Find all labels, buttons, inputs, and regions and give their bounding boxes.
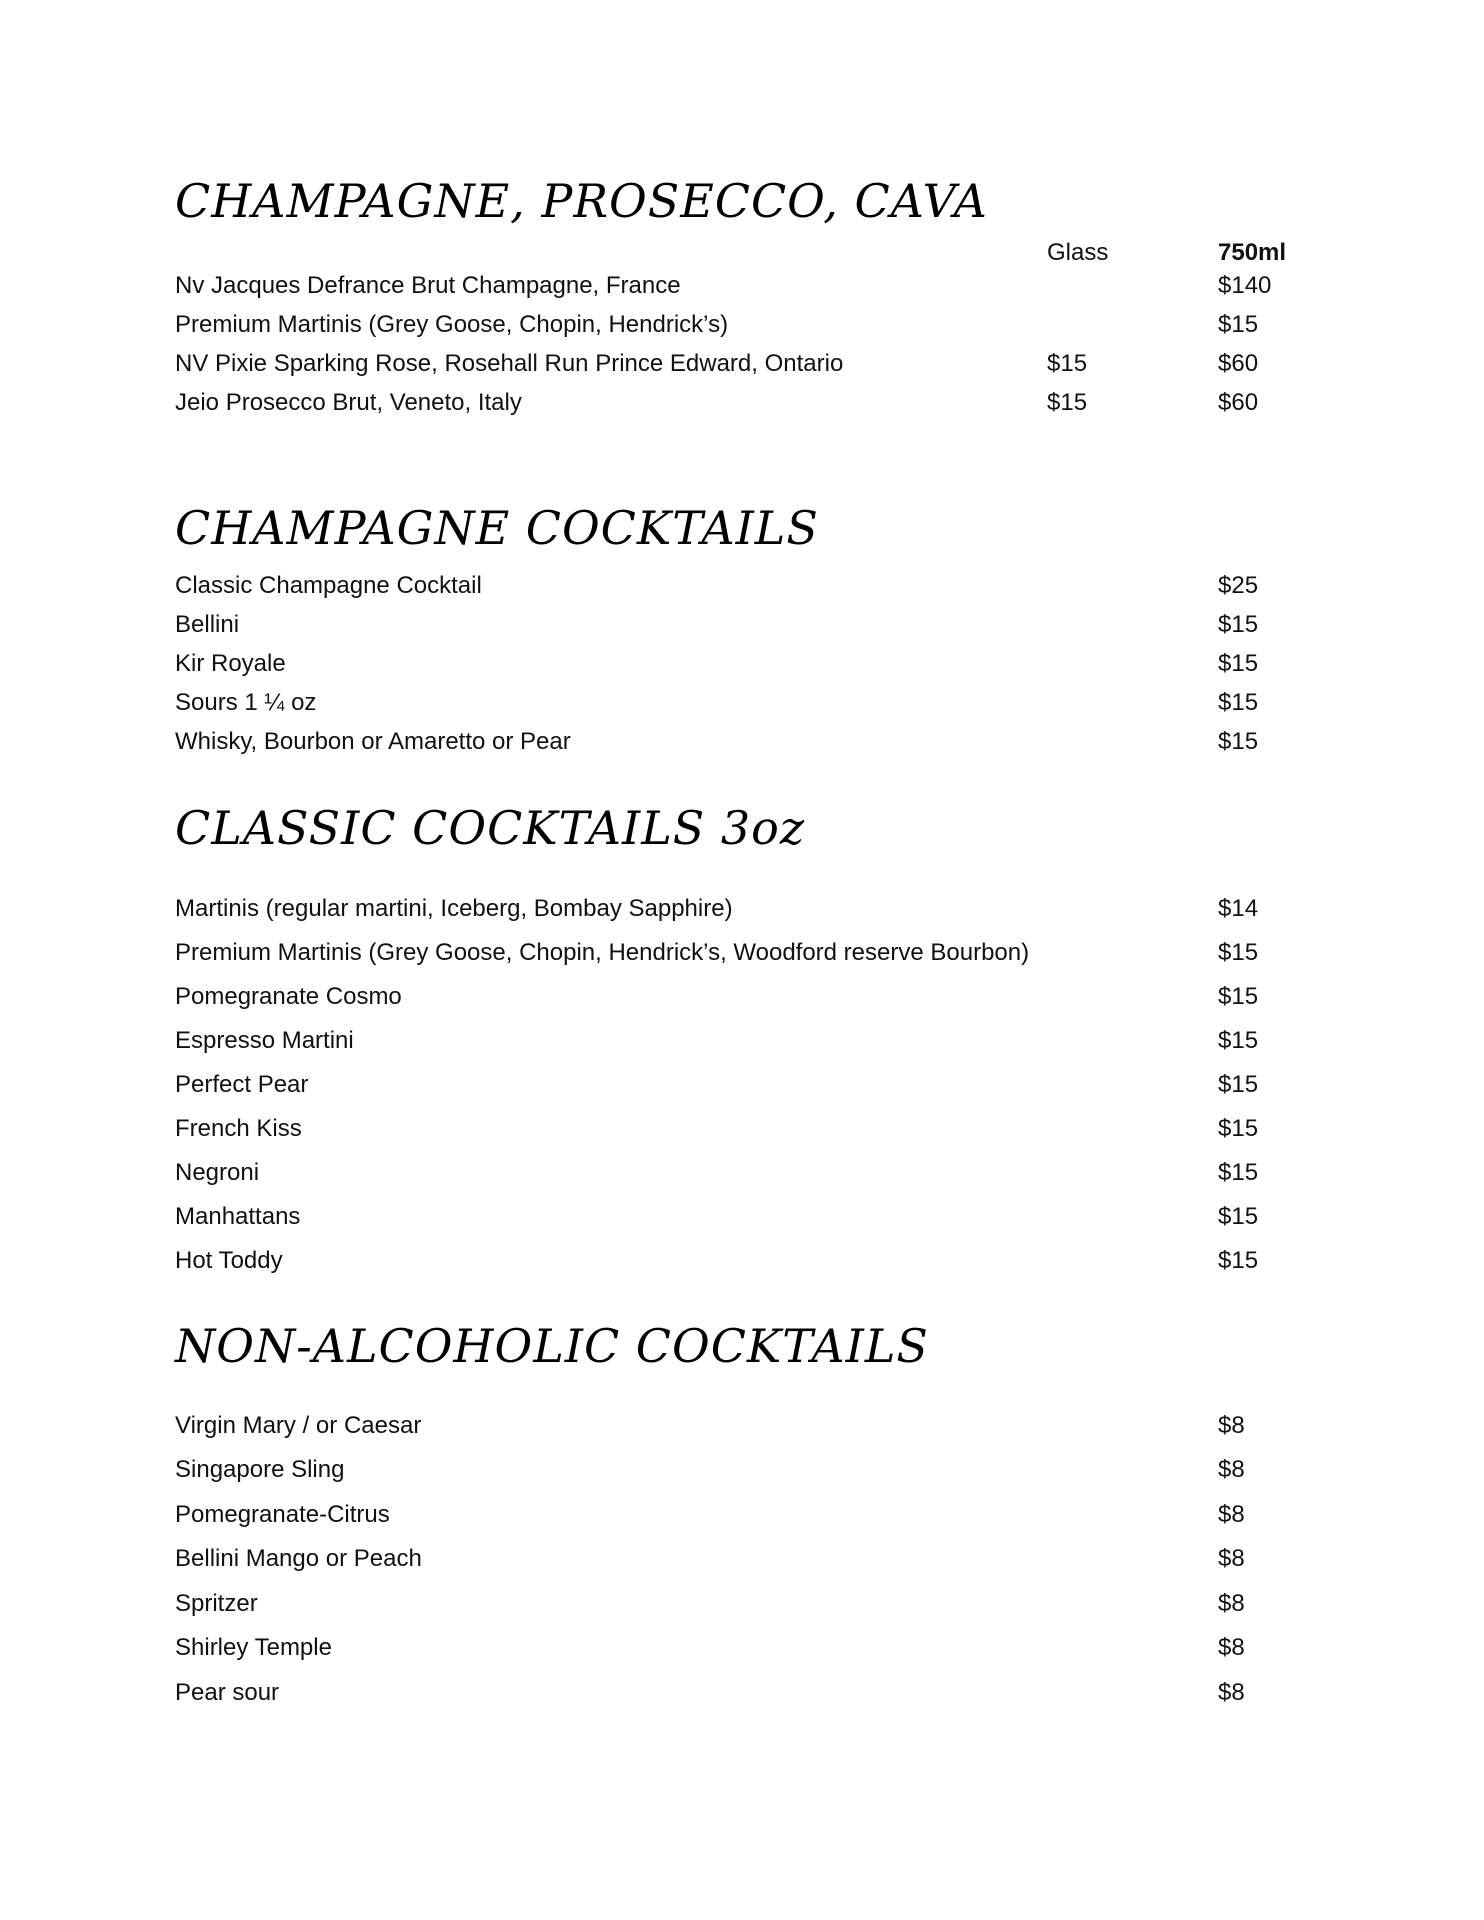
item-name: Singapore Sling	[175, 1456, 345, 1483]
item-name: Sours 1 ¼ oz	[175, 689, 317, 716]
item-price: $25	[1218, 572, 1259, 599]
menu-item	[175, 1677, 1309, 1709]
menu-item	[175, 1543, 1309, 1575]
item-price: $15	[1218, 1247, 1259, 1274]
menu-item	[175, 687, 1309, 719]
item-name: Bellini Mango or Peach	[175, 1545, 422, 1572]
item-price: $15	[1218, 311, 1259, 338]
item-name: Pear sour	[175, 1679, 280, 1706]
item-price: $15	[1218, 650, 1259, 677]
item-price: $14	[1218, 895, 1259, 922]
menu-item	[175, 1499, 1309, 1531]
section-title-non-alcoholic-cocktails: NON-ALCOHOLIC COCKTAILS	[175, 1319, 929, 1373]
section-title-champagne-cocktails: CHAMPAGNE COCKTAILS	[175, 501, 819, 555]
item-price: $8	[1218, 1679, 1245, 1706]
menu-item	[175, 570, 1309, 602]
item-price: $8	[1218, 1501, 1245, 1528]
menu-item	[175, 387, 1309, 419]
item-price: $140	[1218, 272, 1272, 299]
item-price: $60	[1218, 389, 1259, 416]
menu-item	[175, 1113, 1309, 1145]
menu-item	[175, 1157, 1309, 1189]
item-name: French Kiss	[175, 1115, 302, 1142]
menu-item	[175, 1588, 1309, 1620]
item-name: Premium Martinis (Grey Goose, Chopin, Hendrick’s)	[175, 311, 729, 338]
menu-item	[175, 937, 1309, 969]
item-price: $8	[1218, 1634, 1245, 1661]
item-name: Perfect Pear	[175, 1071, 309, 1098]
item-name: Premium Martinis (Grey Goose, Chopin, Hendrick’s, Woodford reserve Bourbon)	[175, 939, 1030, 966]
item-name: Nv Jacques Defrance Brut Champagne, France	[175, 272, 681, 299]
section-title-classic-cocktails: CLASSIC COCKTAILS 3oz	[175, 801, 806, 855]
menu-item	[175, 1025, 1309, 1057]
menu-item	[175, 609, 1309, 641]
item-glass-price: $15	[1047, 389, 1088, 416]
item-price: $15	[1218, 728, 1259, 755]
item-name: Espresso Martini	[175, 1027, 354, 1054]
item-price: $8	[1218, 1590, 1245, 1617]
menu-item	[175, 348, 1309, 380]
item-price: $15	[1218, 1203, 1259, 1230]
menu-item	[175, 648, 1309, 680]
item-price: $15	[1218, 1159, 1259, 1186]
menu-item	[175, 270, 1309, 302]
item-name: Spritzer	[175, 1590, 258, 1617]
item-price: $15	[1218, 1115, 1259, 1142]
item-name: Martinis (regular martini, Iceberg, Bombay Sapphire)	[175, 895, 733, 922]
item-name: Classic Champagne Cocktail	[175, 572, 482, 599]
menu-item	[175, 1454, 1309, 1486]
menu-item	[175, 893, 1309, 925]
item-price: $15	[1218, 1071, 1259, 1098]
item-name: Whisky, Bourbon or Amaretto or Pear	[175, 728, 571, 755]
item-price: $60	[1218, 350, 1259, 377]
menu-item	[175, 1410, 1309, 1442]
item-price: $15	[1218, 939, 1259, 966]
item-name: Hot Toddy	[175, 1247, 283, 1274]
menu-item	[175, 1201, 1309, 1233]
item-price: $15	[1218, 1027, 1259, 1054]
menu-item	[175, 309, 1309, 341]
item-price: $8	[1218, 1412, 1245, 1439]
item-name: NV Pixie Sparking Rose, Rosehall Run Prince Edward, Ontario	[175, 350, 844, 377]
section-title-champagne-prosecco-cava: CHAMPAGNE, PROSECCO, CAVA	[175, 174, 988, 228]
column-header-glass: Glass	[1047, 239, 1109, 266]
item-name: Bellini	[175, 611, 240, 638]
column-header-750ml: 750ml	[1218, 239, 1287, 266]
menu-item	[175, 1069, 1309, 1101]
item-name: Pomegranate Cosmo	[175, 983, 402, 1010]
item-name: Jeio Prosecco Brut, Veneto, Italy	[175, 389, 522, 416]
item-price: $8	[1218, 1456, 1245, 1483]
item-name: Manhattans	[175, 1203, 301, 1230]
item-name: Kir Royale	[175, 650, 286, 677]
item-price: $15	[1218, 689, 1259, 716]
item-name: Virgin Mary / or Caesar	[175, 1412, 422, 1439]
menu-item	[175, 726, 1309, 758]
item-name: Pomegranate-Citrus	[175, 1501, 390, 1528]
menu-item	[175, 1632, 1309, 1664]
menu-item	[175, 1245, 1309, 1277]
menu-item	[175, 981, 1309, 1013]
item-price: $15	[1218, 983, 1259, 1010]
item-name: Shirley Temple	[175, 1634, 332, 1661]
item-price: $15	[1218, 611, 1259, 638]
item-name: Negroni	[175, 1159, 260, 1186]
item-glass-price: $15	[1047, 350, 1088, 377]
item-price: $8	[1218, 1545, 1245, 1572]
